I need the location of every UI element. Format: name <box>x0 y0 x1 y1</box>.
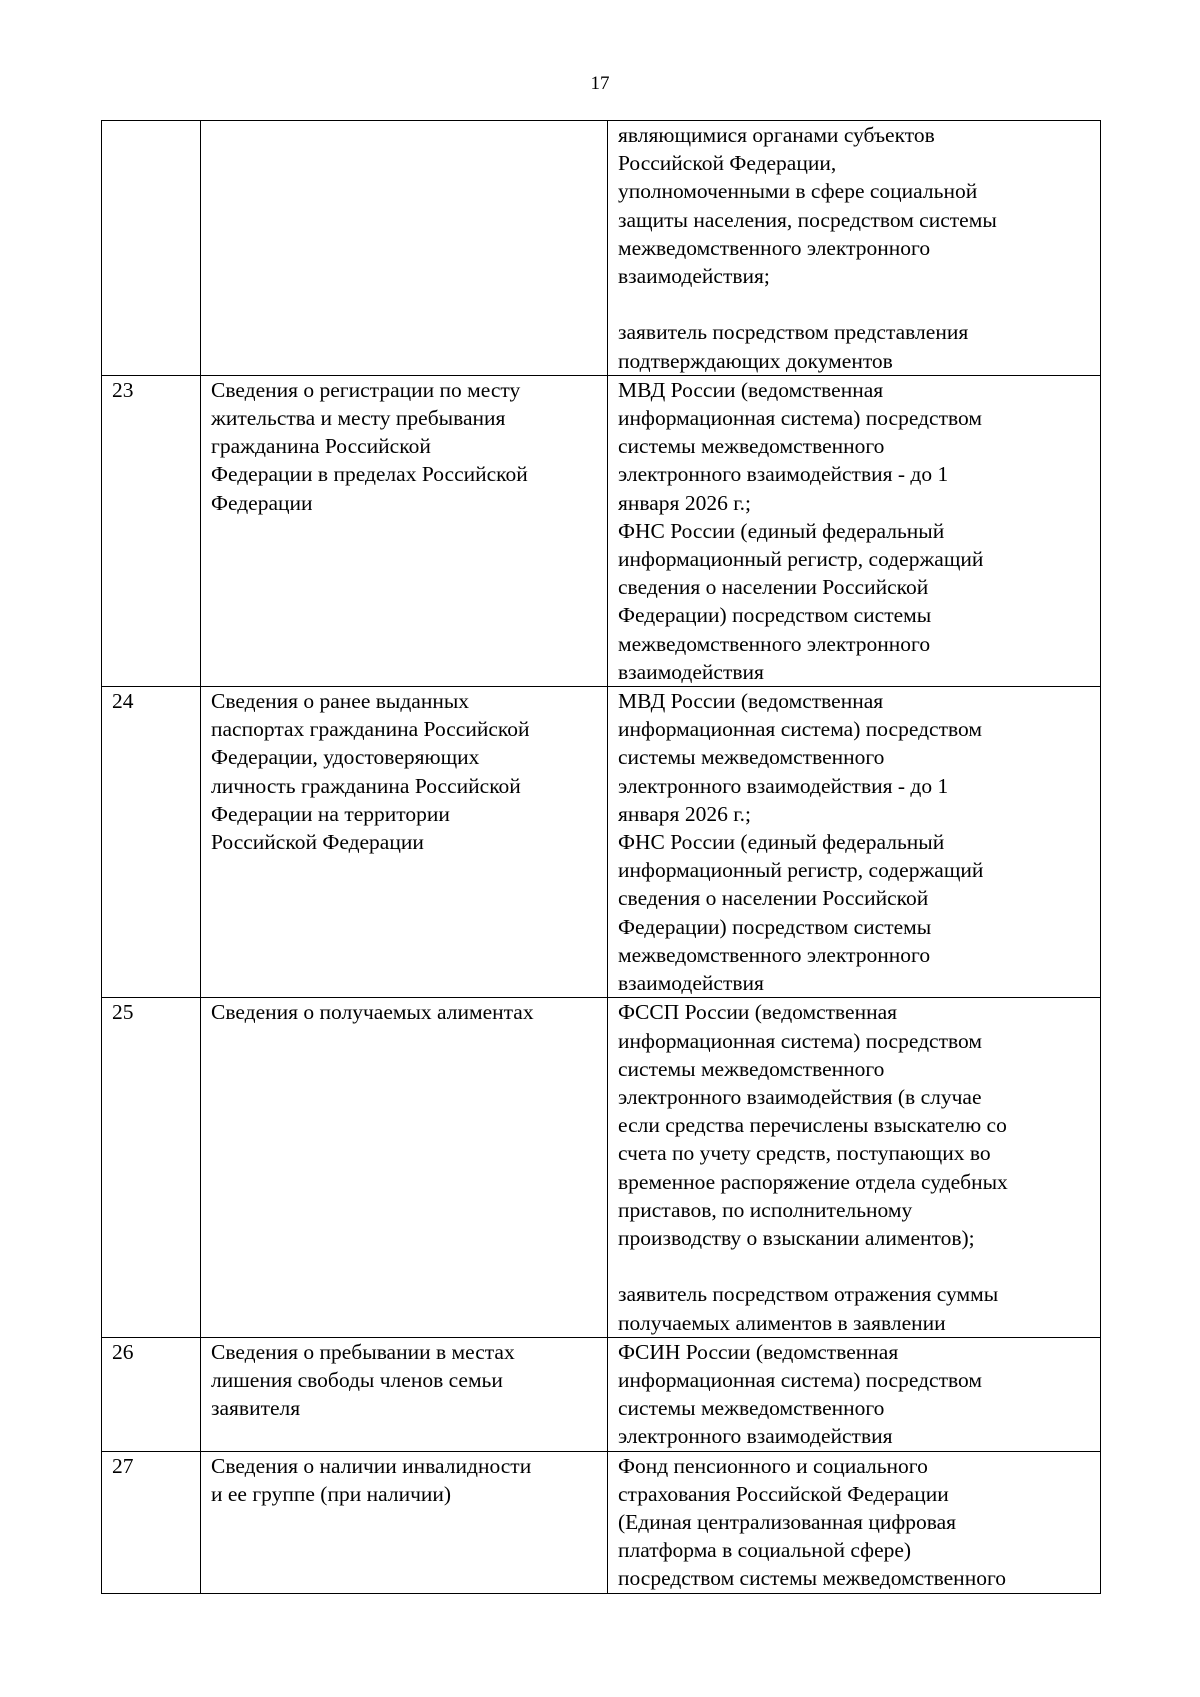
information-cell: Сведения о ранее выданных паспортах гражданина Российской Федерации, удостоверяющих личность гражданина Российской Федерации на территории Российской Федерации <box>201 687 608 998</box>
page-number: 17 <box>590 73 610 94</box>
table-row <box>102 375 1101 686</box>
row-number-cell: 25 <box>102 998 201 1337</box>
source-cell: ФСИН России (ведомственная информационная система) посредством системы межведомственного электронного взаимодействия <box>608 1337 1101 1451</box>
table-row <box>102 687 1101 998</box>
table-row <box>102 1337 1101 1451</box>
source-cell: ФССП России (ведомственная информационная система) посредством системы межведомственного электронного взаимодействия (в случае если средства перечислены взыскателю со счета по учету средств, поступающих во временное распоряжение отдела судебных приставов, по исполнительному производству о взыскании алиментов); заявитель посредством отражения суммы получаемых алиментов в заявлении <box>608 998 1101 1337</box>
information-cell <box>201 121 608 376</box>
information-cell: Сведения о пребывании в местах лишения свободы членов семьи заявителя <box>201 1337 608 1451</box>
source-cell: МВД России (ведомственная информационная система) посредством системы межведомственного электронного взаимодействия - до 1 января 2026 г.; ФНС России (единый федеральный информационный регистр, содержащий сведения о населении Российской Федерации) посредством системы межведомственного электронного взаимодействия <box>608 375 1101 686</box>
table-row <box>102 1451 1101 1593</box>
information-cell: Сведения о наличии инвалидности и ее группе (при наличии) <box>201 1451 608 1593</box>
table-row <box>102 998 1101 1337</box>
row-number-cell: 24 <box>102 687 201 998</box>
row-number-cell: 23 <box>102 375 201 686</box>
table-row <box>102 121 1101 376</box>
row-number-cell: 26 <box>102 1337 201 1451</box>
source-cell: Фонд пенсионного и социального страхования Российской Федерации (Единая централизованная цифровая платформа в социальной сфере) посредством системы межведомственного <box>608 1451 1101 1593</box>
information-cell: Сведения о получаемых алиментах <box>201 998 608 1337</box>
row-number-cell: 27 <box>102 1451 201 1593</box>
row-number-cell <box>102 121 201 376</box>
source-cell: МВД России (ведомственная информационная система) посредством системы межведомственного электронного взаимодействия - до 1 января 2026 г.; ФНС России (единый федеральный информационный регистр, содержащий сведения о населении Российской Федерации) посредством системы межведомственного электронного взаимодействия <box>608 687 1101 998</box>
source-cell: являющимися органами субъектов Российской Федерации, уполномоченными в сфере социальной защиты населения, посредством системы межведомственного электронного взаимодействия; заявитель посредством представления подтверждающих документов <box>608 121 1101 376</box>
information-cell: Сведения о регистрации по месту жительства и месту пребывания гражданина Российской Федерации в пределах Российской Федерации <box>201 375 608 686</box>
documents-table <box>101 120 1101 1594</box>
